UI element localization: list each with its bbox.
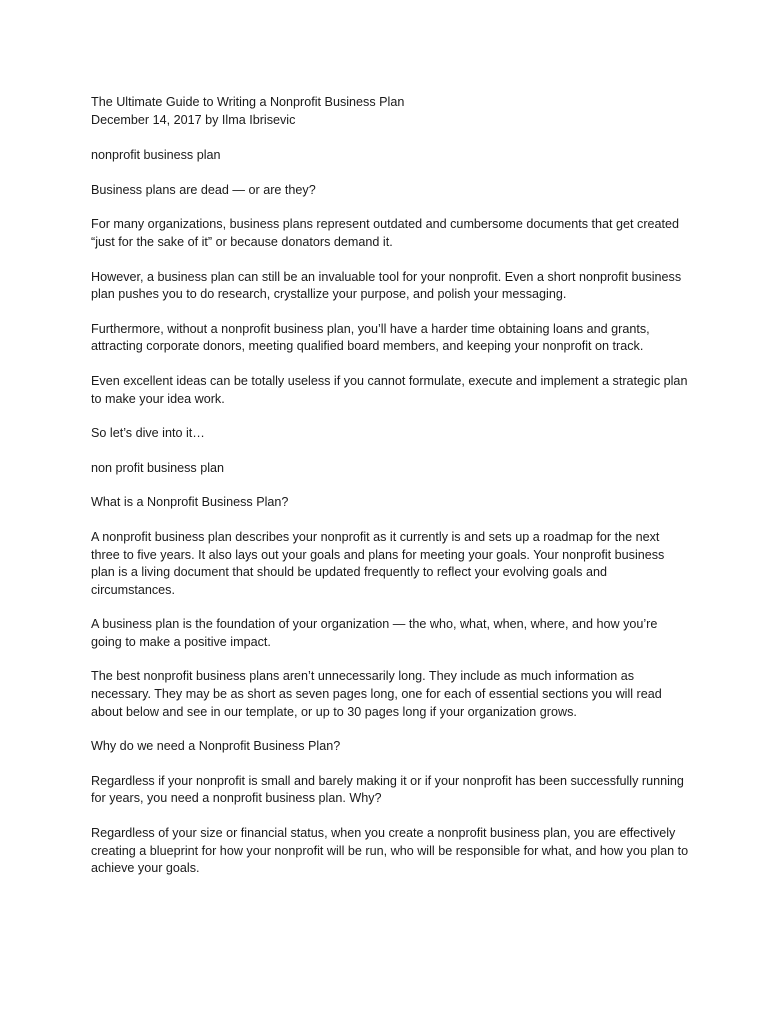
paragraph: Business plans are dead — or are they? [91,182,316,197]
paragraph: Furthermore, without a nonprofit business plan, you’ll have a harder time obtaining loans and grants, attracting corporate donors, meeting qualified board members, and keeping your nonprofit on track. [91,321,650,354]
paragraph: A business plan is the foundation of your organization — the who, what, when, where, and how you’re going to make a positive impact. [91,617,658,649]
paragraph: The best nonprofit business plans aren’t unnecessarily long. They include as much information as necessary. They may be as short as seven pages long, one for each of essential sections you will read about below and see in our template, or up to 30 pages long if your organization grows. [91,669,662,719]
paragraph: So let’s dive into it… [91,426,205,441]
paragraph: For many organizations, business plans represent outdated and cumbersome documents that get created “just for the sake of it” or because donators demand it. [91,217,680,249]
document-body [91,94,691,895]
document-title: The Ultimate Guide to Writing a Nonprofit Business Plan [91,95,405,109]
paragraph: A nonprofit business plan describes your nonprofit as it currently is and sets up a roadmap for the next three to five years. It also lays out your goals and plans for meeting your goals. Your nonprofit business plan is a living document that should be updated frequently to reflect your evolving goals and circumstances. [91,529,665,597]
paragraph: Even excellent ideas can be totally useless if you cannot formulate, execute and implement a strategic plan to make your idea work. [91,373,688,406]
paragraph: Regardless if your nonprofit is small and barely making it or if your nonprofit has been successfully running for years, you need a nonprofit business plan. Why? [91,773,684,806]
paragraph: However, a business plan can still be an invaluable tool for your nonprofit. Even a short nonprofit business plan pushes you to do research, crystallize your purpose, and polish your messaging. [91,269,682,302]
document-byline: December 14, 2017 by Ilma Ibrisevic [91,112,296,127]
document-header [91,94,691,129]
paragraph: Regardless of your size or financial status, when you create a nonprofit business plan, you are effectively creating a blueprint for how your nonprofit will be run, who will be responsible for what, and how you plan to achieve your goals. [91,826,689,876]
section-heading: Why do we need a Nonprofit Business Plan? [91,739,341,754]
section-heading: What is a Nonprofit Business Plan? [91,495,289,510]
paragraph: nonprofit business plan [91,148,221,163]
paragraph: non profit business plan [91,460,225,475]
